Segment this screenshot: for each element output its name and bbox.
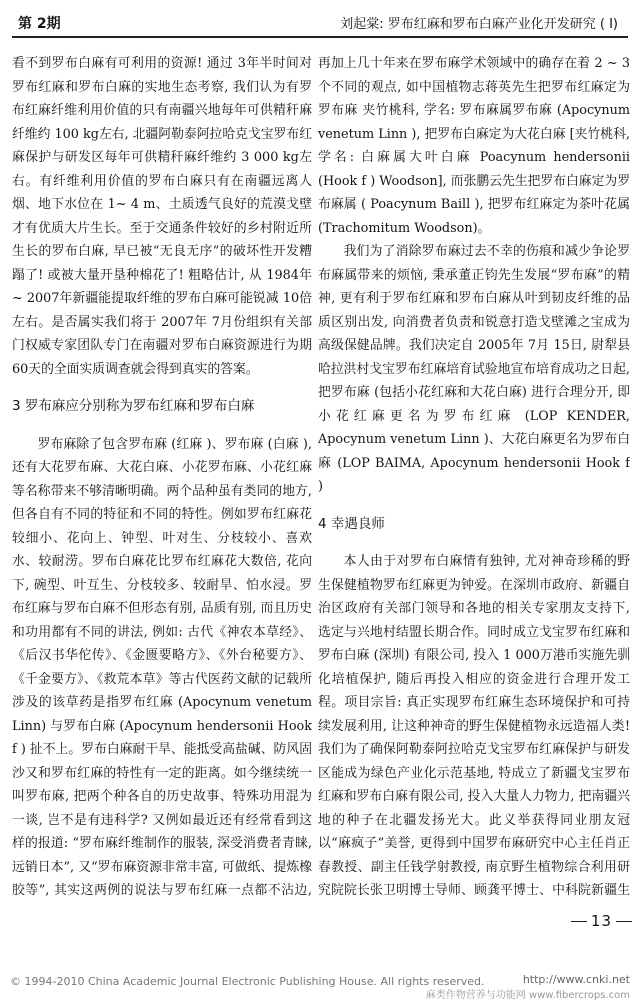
- running-title: 刘起棠: 罗布红麻和罗布白麻产业化开发研究 ( I): [340, 17, 618, 32]
- right-column: [318, 52, 630, 902]
- paragraph: 看不到罗布白麻有可利用的资源! 通过 3年半时间对罗布红麻和罗布白麻的实地生态考察, 我们认为有罗布红麻纤维利用价值的只有南疆兴地每年可供精秆麻纤维约 100 kg左右, 北疆阿勒泰阿拉哈克戈宝罗布红麻保护与研发区每年可供精秆麻纤维约 3 000 kg左右。有纤维利用价值的罗布白麻只有在南疆远离人烟、地下水位在 1~ 4 m、土质透气良好的荒漠戈壁才有优质大片生长。至于交通条件较好的乡村附近所生长的罗布白麻, 早已被“无良无序”的破坏性开发糟蹋了! 或被大量开垦种棉花了! 粗略估计, 从 1984年 ~ 2007年新疆能提取纤维的罗布白麻可能锐减 10倍左右。是否属实我们将于 2007年 7月份组织有关部门权威专家团队专门在南疆对罗布白麻资源进行为期 60天的全面实质调查就会得到真实的答案。: [12, 56, 312, 377]
- section-heading: 4 幸遇良师: [318, 515, 385, 532]
- copyright-notice: © 1994-2010 China Academic Journal Electronic Publishing House. All rights reserved.: [10, 975, 485, 988]
- page-number: 13: [590, 912, 612, 930]
- section-heading: 3 罗布麻应分别称为罗布红麻和罗布白麻: [12, 398, 255, 414]
- running-header: [12, 10, 628, 38]
- watermark: 麻类作物营养与功能网 www.fibercrops.com: [425, 990, 630, 1001]
- left-column: [12, 52, 312, 902]
- footer-link[interactable]: http://www.cnki.net: [522, 973, 630, 986]
- issue-number: 第 2期: [18, 16, 61, 32]
- paragraph: 本人由于对罗布白麻情有独钟, 尤对神奇珍稀的野生保健植物罗布红麻更为钟爱。在深圳市政府、新疆自治区政府有关部门领导和各地的相关专家朋友支持下, 选定与兴地村结盟长期合作。同时成立戈宝罗布红麻和罗布白麻 (深圳) 有限公司, 投入 1 000万港币实施先驯化培植保护, 随后再投入相应的资金进行合理开发工程。项目宗旨: 真正实现罗布红麻生态环境保护和可持续发展利用, 让这种神奇的野生保健植物永远造福人类! 我们为了确保阿勒泰阿拉哈克戈宝罗布红麻保护与研发区能成为绿色产业化示范基地, 特成立了新疆戈宝罗布红麻和罗布白麻有限公司, 投入大量人力物力, 把南疆兴地的种子在北疆发扬光大。此义举获得同业朋友冠以“麻疯子”美誉, 更得到中国罗布麻研究中心主任肖正春教授、副主任钱学射教授, 南京野生植物综合利用研究院院长张卫明博士导师、顾龚平博士、中科院新疆生: [318, 554, 630, 898]
- paragraph: 罗布麻除了包含罗布麻 (红麻 )、罗布麻 (白麻 ), 还有大花罗布麻、大花白麻、小花罗布麻、小花红麻等名称带来不够清晰明确。两个品种虽有类同的地方, 但各自有不同的特征和不同的特性。例如罗布红麻花较细小、花向上、钟型、叶对生、分枝较小、喜欢水、较耐涝。罗布白麻花比罗布红麻花大数倍, 花向下, 碗型、叶互生、分枝较多、较耐旱、怕水浸。罗布红麻与罗布白麻不但形态有别, 品质有别, 而且历史和功用都有不同的讲法, 例如: 古代《神农本草经》、《后汉书华佗传》、《金匮要略方》、《外台秘要方》、《千金要方》、《救荒本草》等古代医药文献的记载所涉及的该草药是指罗布红麻 (Apocynum venetum Linn) 与罗布白麻 (Apocynum hendersonii Hook f ) 扯不上。罗布白麻耐干旱、能抵受高盐碱、防风固沙又和罗布红麻的特性有一定的距离。如今继续统一叫罗布麻, 把两个种各自的历史故事、特殊功用混为一谈, 岂不是有违科学? 又例如最近还有经常看到这样的报道: “罗布麻纤维制作的服装, 深受消费者青睐, 远销日本”, 又“罗布麻资源非常丰富, 可做纸、提炼橡胶等”, 其实这两例的说法与罗布红麻一点都不沾边,: [12, 436, 312, 898]
- footer: [10, 973, 630, 1001]
- paragraph: 再加上几十年来在罗布麻学术领域中的确存在着 2 ~ 3个不同的观点, 如中国植物志蒋英先生把罗布红麻定为罗布麻 夹竹桃科, 学名: 罗布麻属罗布麻 (Apocynum venetum Linn ), 把罗布白麻定为大花白麻 [夹竹桃科, 学名: 白麻属大叶白麻 Poacynum hendersonii (Hook f ) Woodson], 而张鹏云先生把罗布白麻定为罗布麻属 ( Poacynum Baill ), 把罗布红麻定为茶叶花属 (Trachomitum Woodson)。: [318, 56, 630, 236]
- paragraph: 我们为了消除罗布麻过去不幸的伤痕和减少争论罗布麻属带来的烦恼, 秉承董正钧先生发展“罗布麻”的精神, 更有利于罗布红麻和罗布白麻从叶到韧皮纤维的品质区别出发, 向消费者负责和锐意打造戈壁滩之宝成为高级保健品牌。我们决定自 2005年 7月 15日, 尉犁县哈拉洪村戈宝罗布红麻培育试验地宣布培育成功之日起, 把罗布麻 (包括小花红麻和大花白麻) 进行合理分开, 即小花红麻更名为罗布红麻 (LOP KENDER, Apocynum venetum Linn )、大花白麻更名为罗布白麻 (LOP BAIMA, Apocynum hendersonii Hook f ): [318, 244, 630, 494]
